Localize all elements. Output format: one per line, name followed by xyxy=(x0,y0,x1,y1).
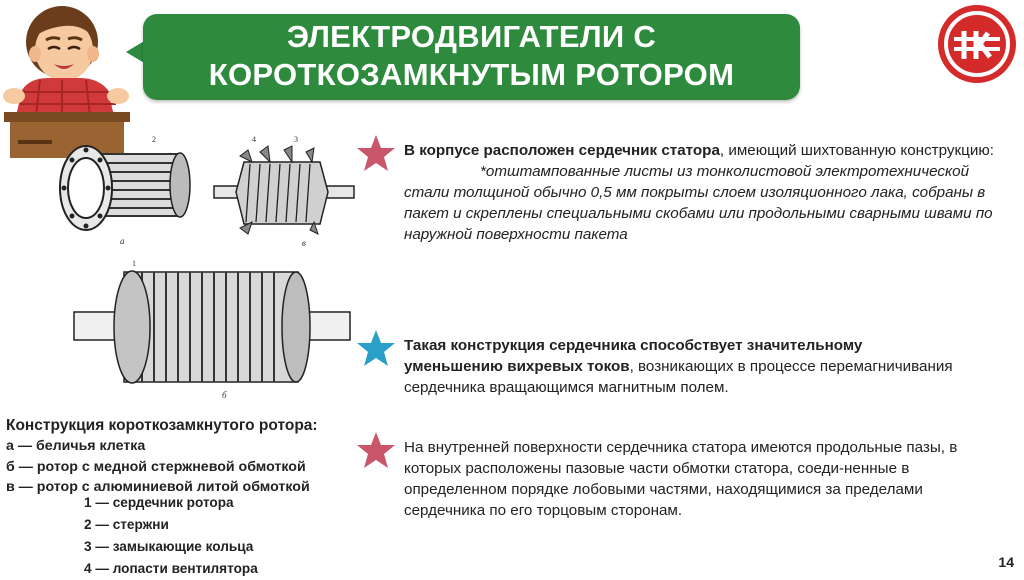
company-logo-icon xyxy=(936,3,1018,85)
star-bullet-icon xyxy=(356,133,396,173)
caption-line-b: б — ротор с медной стержневой обмоткой xyxy=(6,458,306,475)
legend-item: 4 — лопасти вентилятора xyxy=(84,561,258,576)
caption-title: Конструкция короткозамкнутого ротора: xyxy=(6,417,318,434)
figure-legend xyxy=(84,492,258,580)
caption-line-a: а — беличья клетка xyxy=(6,438,146,454)
page-number: 14 xyxy=(998,554,1014,570)
bullet-1-normal: , имеющий шихтованную конструкцию: xyxy=(719,142,994,159)
caption-line-v: в — ротор с алюминиевой литой обмоткой xyxy=(6,479,310,495)
bullet-1-note xyxy=(404,161,1004,245)
legend-item: 3 — замыкающие кольца xyxy=(84,539,254,554)
bullet-2-bold: Такая конструкция сердечника способствует значительному уменьшению вихревых токов xyxy=(404,337,863,375)
legend-item: 1 — сердечник ротора xyxy=(84,495,234,510)
bullet-stator-core xyxy=(404,140,1004,245)
star-bullet-icon xyxy=(356,328,396,368)
number-3: 3 xyxy=(294,135,298,144)
legend-item: 2 — стержни xyxy=(84,517,169,532)
number-1: 1 xyxy=(132,259,136,268)
copper-bar-rotor-drawing xyxy=(72,252,352,402)
title-line-1: ЭЛЕКТРОДВИГАТЕЛИ С xyxy=(286,19,657,54)
cast-rotor-drawing xyxy=(210,132,360,250)
bullet-eddy-currents xyxy=(404,335,964,398)
slide-title xyxy=(143,18,800,94)
title-line-2: КОРОТКОЗАМКНУТЫМ РОТОРОМ xyxy=(208,57,735,92)
bullet-1-italic: *отштампованные листы из тонколистовой электротехнической стали толщиной обычно 0,5 мм покрыты слоем изоляционного лака, собраны в пакет и скреплены специальными скобами или продольными сварными швами по наружной поверхности пакета xyxy=(404,163,993,243)
bullet-1-bold: В корпусе расположен сердечник статора xyxy=(404,142,720,159)
squirrel-cage-drawing xyxy=(52,130,202,248)
label-b: б xyxy=(222,390,227,400)
figure-caption xyxy=(6,415,351,498)
bullet-2-normal: , возникающих в процессе перемагничивания сердечника вращающимся магнитным полем. xyxy=(404,358,953,396)
label-v: в xyxy=(302,238,306,248)
number-4: 4 xyxy=(252,135,256,144)
bullet-stator-slots xyxy=(404,437,1004,521)
star-bullet-icon xyxy=(356,430,396,470)
number-2: 2 xyxy=(152,135,156,144)
bullet-3-normal: На внутренней поверхности сердечника статора имеются продольные пазы, в которых расположены пазовые части обмотки статора, соеди-ненные в определенном порядке лобовыми частями, находящимися за пределами сердечника по его торцовым сторонам. xyxy=(404,439,958,519)
label-a: а xyxy=(120,236,125,246)
